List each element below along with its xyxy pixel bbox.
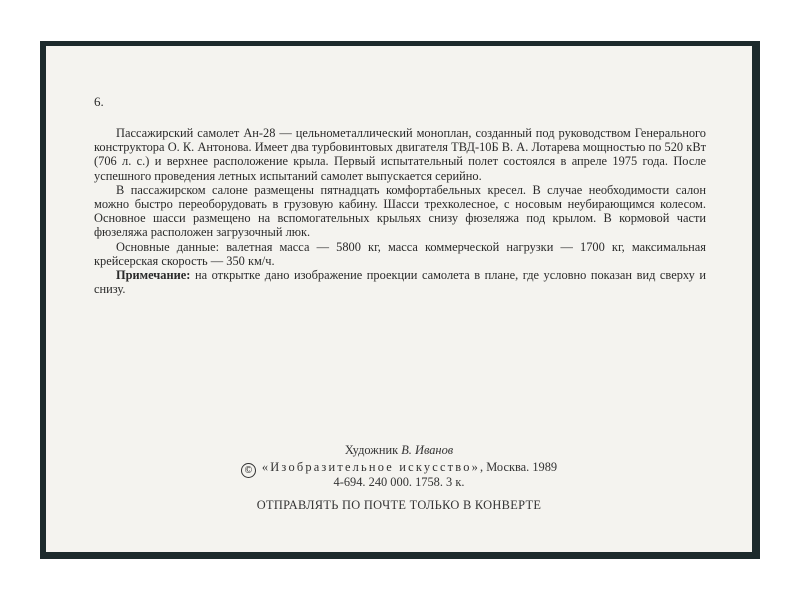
paragraph-3: Основные данные: валетная масса — 5800 кг, масса коммерческой нагрузки — 1700 кг, максимальная крейсерская скорость — 350 км/ч. bbox=[94, 239, 706, 268]
city-year: , Москва. 1989 bbox=[480, 460, 558, 474]
artist-prefix: Художник bbox=[344, 443, 402, 457]
description-text bbox=[94, 126, 706, 296]
print-codes: 4-694. 240 000. 1758. 3 к. bbox=[333, 475, 465, 489]
note-label: Примечание: bbox=[116, 268, 191, 283]
postcard-frame bbox=[40, 41, 760, 559]
note-text: на открытке дано изображение проекции самолета в плане, где условно показан вид сверху и снизу. bbox=[94, 268, 706, 297]
note-paragraph bbox=[94, 268, 706, 296]
envelope-notice: ОТПРАВЛЯТЬ ПО ПОЧТЕ ТОЛЬКО В КОНВЕРТЕ bbox=[256, 498, 542, 512]
copyright-icon: © bbox=[241, 463, 256, 478]
postcard-back bbox=[46, 46, 752, 552]
publisher-name: «Изобразительное искусство» bbox=[261, 460, 481, 474]
paragraph-2: В пассажирском салоне размещены пятнадцать комфортабельных кресел. В случае необходимости салон можно быстро переоборудовать в грузовую кабину. Шасси трехколесное, с носовым неубирающимся колесом. Основное шасси размещено на вспомогательных крыльях снизу фюзеляжа под крылом. В кормовой части фюзеляжа расположен загрузочный люк. bbox=[94, 182, 706, 240]
artist-name: В. Иванов bbox=[401, 443, 454, 457]
paragraph-1: Пассажирский самолет Ан-28 — цельнометаллический моноплан, созданный под руководством Генерального конструктора О. К. Антонова. Имеет два турбовинтовых двигателя ТВД-10Б В. А. Лотарева мощностью по 520 кВт (706 л. с.) и верхнее расположение крыла. Первый испытательный полет состоялся в апреле 1975 года. После успешного проведения летных испытаний самолет выпускается серийно. bbox=[94, 126, 706, 183]
page-number: 6. bbox=[94, 94, 104, 109]
artist-credit bbox=[46, 443, 752, 458]
